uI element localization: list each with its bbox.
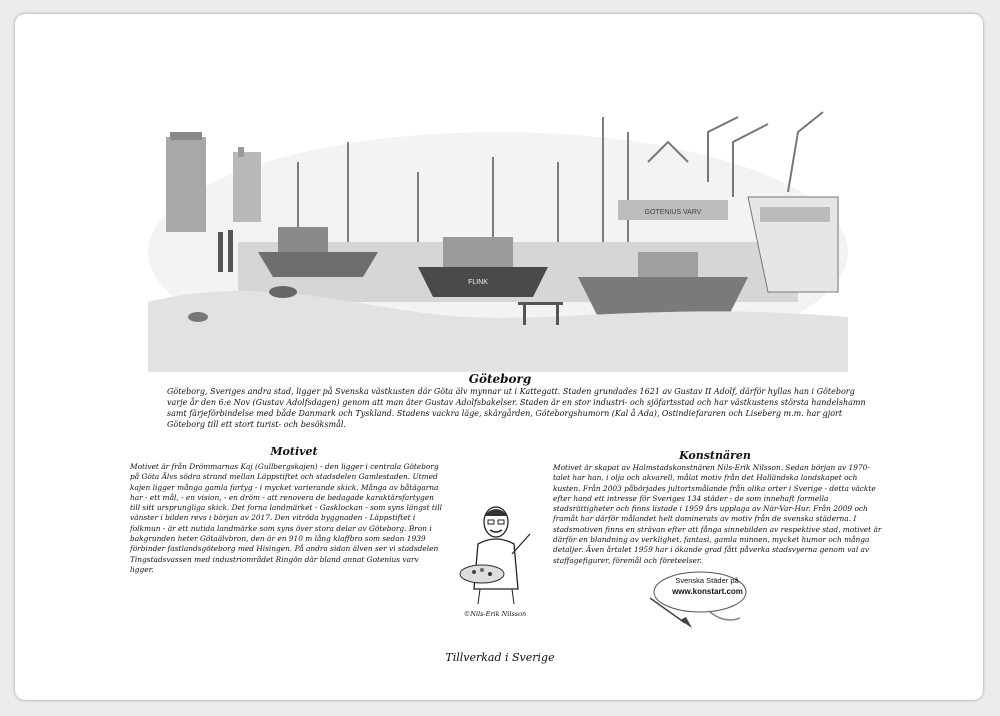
- harbor-illustration: [148, 102, 848, 372]
- yard-sign-text: GOTENIUS VARV: [644, 209, 702, 216]
- konstnaren-paragraph: Motivet är skapat av Halmstadskonstnären Nils-Erik Nilsson. Sedan början av 1970-talet har han, i olja och akvarell, målat motiv från det Halländska landskapet och kusten. Från 2003 påbörjades jultortsmålande från olika orter i Sverige - detta väckte efter hand ett intresse för Sveriges 134 städer - de som innehaft formella stadsrättigheter och finns listade i 1959 års upplaga av När-Var-Hur. Från 2009 och framåt har därför målandet helt dominerats av motiv från de svenska städerna. I stadsmotiven finns en strävan efter att fånga sinnebilden av respektive stad, motivet är därför en blandning av verklighet, fantasi, gamla minnen, mycket humor och många detaljer. Även årtalet 1959 har i ökande grad fått påverka stadsvyerna genom val av staffagefigurer, föremål och företeelser.: [553, 463, 882, 565]
- made-in-sweden: Tillverkad i Sverige: [445, 651, 555, 664]
- page-title: Göteborg: [468, 372, 532, 386]
- intro-paragraph: Göteborg, Sveriges andra stad, ligger på Svenska västkusten där Göta älv mynnar ut i Kattegatt. Staden grundades 1621 av Gustav II Adolf, därför hyllas han i Göteborg varje år den 6:e Nov (Gustav Adolfsdagen) genom att man äter Gustav Adolfsbakelser. Staden är en stor industri- och sjöfartsstad och har västkustens största handelshamn samt färjeförbindelse med både Danmark och Tyskland. Stadens vackra läge, skärgården, Göteborgshumorn (Kal å Ada), Ostindiefararen och Liseberg m.m. har gjort Göteborg till ett stort turist- och besöksmål.: [167, 387, 866, 429]
- konstnaren-heading: Konstnären: [679, 449, 751, 462]
- motivet-paragraph: Motivet är från Drömmarnas Kaj (Gullbergskajen) - den ligger i centrala Göteborg på Göta Älvs södra strand mellan Läppstiftet och stadsdelen Gamlestaden. Utmed kajen ligger många gamla fartyg - i mycket varierande skick. Många av båtägarna har - ett mål, - en vision, - en dröm - att renovera de bedagade karaktärsfartygen till sitt ursprungliga skick. Det forna landmärket - Gasklockan - som syns längst till vänster i bilden revs i början av 2017. Den vitröda byggnaden - Läppstiftet i folkmun - är ett nutida landmärke som syns över stora delar av Göteborg. Bron i bakgrunden heter Götaälvbron, den är en 910 m lång klaffbro som sedan 1939 förbinder fastlandsgöteborg med Hisingen. På andra sidan älven ser vi stadsdelen Tingstadsvassen med industriområdet Ringön där bland annat Gotenius varv ligger.: [130, 462, 442, 574]
- artist-portrait: [452, 494, 538, 630]
- logo-line1: Svenska Städer på: [675, 576, 739, 585]
- artist-signature: ©Nils-Erik Nilsson: [463, 610, 527, 618]
- motivet-heading: Motivet: [270, 445, 318, 458]
- logo-url[interactable]: www.konstart.com: [672, 587, 743, 596]
- boat-name-text: FLINK: [468, 279, 488, 286]
